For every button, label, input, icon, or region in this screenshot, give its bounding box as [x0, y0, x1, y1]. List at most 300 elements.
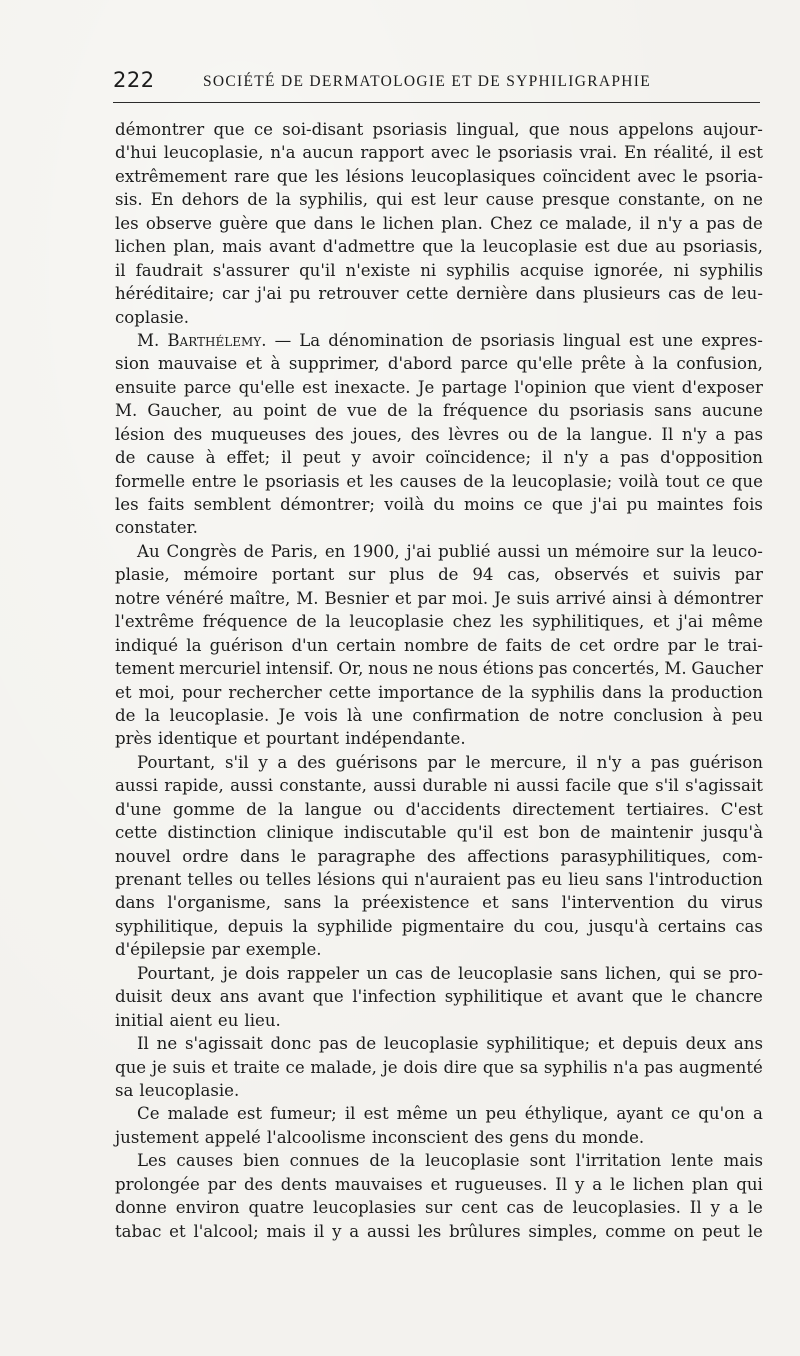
word: justement	[115, 1127, 199, 1147]
word: y	[574, 1174, 585, 1194]
word: indiscutable	[343, 823, 447, 843]
text-line	[115, 516, 763, 539]
word: dans	[313, 213, 354, 233]
word: sa	[115, 1080, 134, 1100]
word: cou,	[544, 916, 580, 936]
word: que	[528, 120, 560, 139]
word: l'infection	[352, 987, 437, 1007]
word: chancre	[695, 987, 763, 1007]
word: héréditaire;	[115, 284, 215, 304]
word: s'il	[655, 776, 679, 796]
word: coïncidence;	[425, 448, 532, 468]
word: et	[211, 1057, 228, 1077]
word: la	[399, 1151, 416, 1171]
word: que	[731, 471, 763, 491]
word: retrouver	[318, 284, 399, 304]
word: cause	[485, 190, 534, 210]
word: ce	[285, 1057, 305, 1077]
word: de	[355, 1034, 377, 1054]
word: dehors	[181, 190, 240, 210]
word: production	[671, 682, 763, 702]
word: mauvaise	[157, 354, 238, 374]
text-line	[115, 493, 763, 516]
text-line	[115, 423, 763, 446]
word: eu	[217, 1010, 239, 1030]
word: dents	[280, 1174, 328, 1194]
word: la	[652, 354, 668, 374]
word: ou	[373, 799, 395, 819]
word: aucune	[701, 401, 763, 421]
word: que	[551, 495, 584, 514]
word: connues	[289, 1151, 360, 1171]
word: partage	[441, 377, 508, 397]
word: psoriasis	[265, 471, 340, 491]
word: rapport	[360, 143, 425, 163]
word: faits	[147, 495, 185, 514]
word: syphilitiques,	[532, 612, 645, 632]
text-line	[115, 259, 763, 282]
word: leucoplasies	[313, 1198, 417, 1218]
word: n'a	[270, 143, 296, 163]
word: dois	[245, 963, 280, 983]
word: syphilis	[699, 260, 763, 280]
word: d'un	[291, 635, 328, 655]
text-line	[115, 1009, 763, 1032]
word: pourtant	[265, 729, 340, 749]
word: syphilitique	[444, 987, 543, 1007]
word: dans	[535, 284, 576, 304]
word: constater.	[115, 518, 198, 538]
word: que	[617, 776, 649, 796]
word: cet	[579, 635, 605, 655]
word: de	[115, 705, 136, 725]
word: plus	[389, 565, 425, 585]
word: s'agissait	[685, 776, 763, 796]
word: arrivé	[555, 588, 606, 608]
word: notre	[115, 588, 161, 608]
text-line	[115, 1056, 763, 1079]
word: ou	[507, 424, 529, 444]
word: de	[387, 401, 408, 421]
word: au	[655, 237, 676, 257]
word: et	[551, 987, 569, 1007]
word: que	[422, 237, 454, 257]
word: avant	[257, 987, 305, 1007]
text-line	[115, 1149, 763, 1172]
word: syphilis,	[299, 190, 368, 210]
word: le	[465, 752, 481, 772]
word: plusieurs	[583, 284, 661, 304]
text-line	[115, 352, 763, 375]
word: mais	[723, 1151, 763, 1171]
word: extrêmement	[115, 166, 228, 186]
word: ainsi	[611, 588, 652, 608]
word: pu	[626, 495, 648, 514]
word: intensif.	[265, 659, 334, 679]
word: à	[634, 354, 645, 374]
word: que	[482, 1057, 515, 1077]
word: de	[316, 401, 338, 421]
word: et	[642, 565, 660, 585]
word: qu'elle	[238, 377, 295, 397]
word: pas	[506, 870, 536, 889]
text-line	[115, 751, 763, 774]
word: rechercher	[228, 682, 322, 702]
word: l'extrême	[115, 612, 195, 632]
word: on	[673, 1221, 695, 1241]
text-line	[115, 376, 763, 399]
text-line	[115, 1102, 763, 1125]
word: malade,	[310, 1057, 377, 1077]
word: gens	[509, 1127, 549, 1147]
word: moins	[463, 495, 515, 514]
word: à	[712, 705, 723, 725]
word: l'alcool;	[193, 1221, 259, 1241]
word: avec	[430, 143, 470, 163]
word: a	[349, 1221, 360, 1241]
word: de	[438, 565, 459, 585]
word: ce	[671, 1104, 691, 1124]
word: cent	[461, 1198, 498, 1218]
word: Je	[417, 377, 435, 397]
word: psoriasis	[372, 120, 448, 139]
word: qu'on	[698, 1104, 745, 1124]
word: sa	[519, 1057, 539, 1077]
word: syphilis	[543, 1057, 608, 1077]
word: directement	[512, 799, 615, 819]
word: des	[314, 424, 344, 444]
word: tabac	[115, 1221, 162, 1241]
word: peu	[731, 705, 763, 725]
word: et	[243, 729, 260, 749]
word: la	[508, 682, 525, 702]
word: suivis	[672, 565, 721, 585]
word: une	[661, 330, 694, 350]
word: la	[325, 612, 341, 632]
word: peu	[485, 1104, 517, 1124]
word: parasyphilitiques,	[560, 846, 711, 866]
word: constante,	[279, 776, 367, 796]
word: les	[499, 612, 524, 632]
word: plan,	[173, 237, 216, 257]
word: Il	[689, 1198, 702, 1218]
word: le	[476, 143, 492, 163]
word: l'opinion	[514, 377, 587, 397]
word: et	[652, 612, 670, 632]
word: malade,	[565, 213, 633, 233]
text-line	[115, 962, 763, 985]
word: lésion	[115, 424, 165, 444]
word: voilà	[618, 471, 659, 491]
word: observés	[554, 565, 629, 585]
text-line	[115, 891, 763, 914]
body-text	[115, 118, 763, 1243]
word: du	[687, 893, 709, 913]
word: langue	[304, 799, 362, 819]
word: est	[237, 1104, 263, 1124]
word: moi,	[138, 682, 175, 702]
word: parce	[460, 354, 509, 374]
word: prenant	[115, 870, 182, 889]
word: ou	[238, 870, 260, 889]
word: aient	[169, 1010, 212, 1030]
word: ni	[493, 776, 510, 796]
word: avoir	[371, 448, 415, 468]
word: y	[710, 1198, 720, 1218]
word: a	[599, 448, 610, 468]
word: par	[211, 940, 240, 960]
word: comme	[605, 1221, 666, 1241]
word: que	[115, 1057, 147, 1077]
word: le	[671, 987, 687, 1007]
word: nous	[368, 659, 409, 679]
word: de	[537, 424, 558, 444]
word: Il	[661, 424, 674, 444]
word: conclusion	[613, 705, 704, 725]
text-line	[115, 821, 763, 844]
word: d'abord	[387, 354, 453, 374]
word: dans	[239, 846, 280, 866]
text-line	[115, 563, 763, 586]
word: a	[715, 424, 726, 444]
word: en	[324, 541, 346, 561]
word: sont	[529, 1151, 566, 1171]
word: augmenté	[678, 1057, 763, 1077]
word: cas	[735, 916, 763, 936]
word: démontrer	[673, 588, 763, 608]
word: indépendante.	[345, 729, 466, 749]
word: lichen	[632, 1174, 685, 1194]
word: la	[460, 237, 476, 257]
word: inconscient	[371, 1127, 469, 1147]
word: dernière	[456, 284, 529, 304]
word: le	[747, 1198, 763, 1218]
word: effet;	[226, 448, 271, 468]
word: de	[115, 448, 136, 468]
word: sis.	[115, 190, 143, 210]
word: nouvel	[115, 846, 171, 866]
word: il	[720, 143, 732, 163]
word: tout	[665, 471, 700, 491]
word: tement	[115, 659, 175, 679]
word: la	[566, 424, 582, 444]
word: observe	[145, 213, 212, 233]
text-line	[115, 587, 763, 610]
word: il	[639, 213, 651, 233]
word: des	[474, 1127, 504, 1147]
word: car	[222, 284, 250, 304]
word: distinction	[167, 823, 257, 843]
word: on	[713, 190, 735, 210]
word: brûlures	[449, 1221, 521, 1241]
word: indiqué	[115, 635, 179, 655]
word: En	[624, 143, 647, 163]
word: semblent	[193, 495, 271, 514]
word: leucoplasies.	[572, 1198, 681, 1218]
word: à	[657, 588, 668, 608]
word: concertés,	[572, 659, 660, 679]
word: Pourtant,	[137, 752, 216, 772]
word: Ce	[137, 1104, 160, 1124]
word: s'agissait	[184, 1034, 263, 1054]
word: maintenir	[610, 823, 693, 843]
text-line	[115, 774, 763, 797]
word: paragraphe	[317, 846, 416, 866]
text-line	[115, 446, 763, 469]
word: le	[609, 1174, 626, 1194]
word: vue	[347, 401, 378, 421]
word: aussi	[497, 541, 541, 561]
word: quatre	[248, 1198, 305, 1218]
word: à	[205, 448, 216, 468]
text-line	[115, 727, 763, 750]
running-header	[113, 68, 761, 98]
word: et	[482, 893, 499, 913]
word: causes	[176, 1151, 234, 1171]
word: psoriasis	[569, 401, 645, 421]
word: leucoplasie.	[139, 1080, 240, 1100]
text-line	[115, 141, 763, 164]
word: aussi	[115, 776, 158, 796]
text-line	[115, 868, 763, 891]
word: Besnier	[324, 588, 389, 608]
text-line	[115, 915, 763, 938]
word: cas	[506, 1198, 535, 1218]
page-number: 222	[113, 68, 155, 92]
word: avec	[637, 166, 676, 186]
word: ce	[706, 471, 726, 491]
word: cause	[146, 448, 195, 468]
word: Barthélemy.	[167, 330, 267, 350]
word: guérisons	[335, 752, 418, 772]
word: de	[369, 1151, 390, 1171]
word: leucoplasie	[383, 1034, 479, 1054]
word: Il	[137, 1034, 149, 1054]
word: de	[742, 213, 763, 233]
word: de	[463, 471, 484, 491]
word: mémoire	[183, 565, 258, 585]
word: tertiaires.	[626, 799, 710, 819]
word: et	[245, 354, 263, 374]
word: guère	[219, 213, 269, 233]
word: muqueuses	[211, 424, 307, 444]
word: se	[703, 963, 722, 983]
word: guérison	[689, 752, 763, 772]
word: syphilis	[446, 260, 510, 280]
word: par	[207, 1174, 237, 1194]
word: le	[360, 213, 376, 233]
word: lieu.	[244, 1010, 281, 1030]
word: plan.	[441, 213, 483, 233]
word: entre	[191, 471, 237, 491]
word: leucoplasie;	[512, 471, 613, 491]
word: il	[576, 752, 588, 772]
word: syphilitique,	[115, 916, 219, 936]
word: cas	[395, 963, 423, 983]
word: ni	[673, 260, 690, 280]
word: nombre	[404, 635, 469, 655]
word: n'auraient	[414, 870, 501, 889]
word: soi-disant	[282, 120, 364, 139]
word: mauvaises	[334, 1174, 423, 1194]
word: l'intervention	[561, 893, 675, 913]
word: C'est	[720, 799, 763, 819]
word: peut	[702, 1221, 740, 1241]
word: cette	[328, 682, 372, 702]
word: les	[115, 495, 139, 514]
word: maître,	[229, 588, 291, 608]
word: Or,	[338, 659, 364, 679]
word: y	[258, 752, 268, 772]
word: à	[270, 354, 281, 374]
word: leucoplasie	[458, 963, 553, 983]
text-line	[115, 657, 763, 680]
word: donc	[270, 1034, 312, 1054]
word: eu	[541, 870, 563, 889]
word: presque	[541, 190, 611, 210]
word: de	[481, 682, 502, 702]
word: due	[616, 237, 648, 257]
word: est	[503, 823, 529, 843]
word: qu'il	[299, 260, 336, 280]
word: trai-	[727, 635, 763, 655]
word: n'existe	[345, 260, 411, 280]
word: mais	[222, 237, 262, 257]
word: 94	[472, 565, 494, 585]
word: exemple.	[245, 940, 322, 960]
word: avant	[268, 237, 316, 257]
word: a	[631, 752, 641, 772]
word: qu'elle	[516, 354, 573, 374]
word: ayant	[616, 1104, 663, 1124]
word: de	[477, 635, 498, 655]
word: cette	[115, 823, 158, 843]
word: ne	[742, 190, 763, 210]
word: les	[417, 1221, 442, 1241]
word: de	[430, 963, 451, 983]
word: lente	[671, 1151, 714, 1171]
word: de	[550, 635, 571, 655]
word: a	[752, 1104, 763, 1124]
word: Chez	[490, 213, 533, 233]
word: démontrer	[115, 120, 205, 139]
text-line	[115, 798, 763, 821]
word: la	[690, 541, 706, 561]
word: Congrès	[166, 541, 237, 561]
word: des	[410, 424, 440, 444]
word: Je	[494, 588, 511, 608]
word: de	[451, 330, 473, 350]
word: parce	[183, 377, 232, 397]
word: monde.	[582, 1127, 645, 1147]
word: de	[528, 705, 550, 725]
word: du	[537, 401, 560, 421]
word: fréquence	[202, 612, 288, 632]
word: des	[173, 424, 203, 444]
word: leu-	[731, 284, 763, 304]
word: j'ai	[406, 541, 432, 561]
header-rule	[113, 102, 760, 103]
word: jusqu'à	[702, 823, 763, 843]
word: de	[580, 823, 601, 843]
word: pas	[620, 448, 650, 468]
word: lésions	[317, 870, 376, 889]
word: faudrait	[135, 260, 203, 280]
word: et	[169, 1221, 186, 1241]
word: ce	[539, 213, 559, 233]
word: syphilitique;	[486, 1034, 591, 1054]
word: l'irritation	[575, 1151, 662, 1171]
